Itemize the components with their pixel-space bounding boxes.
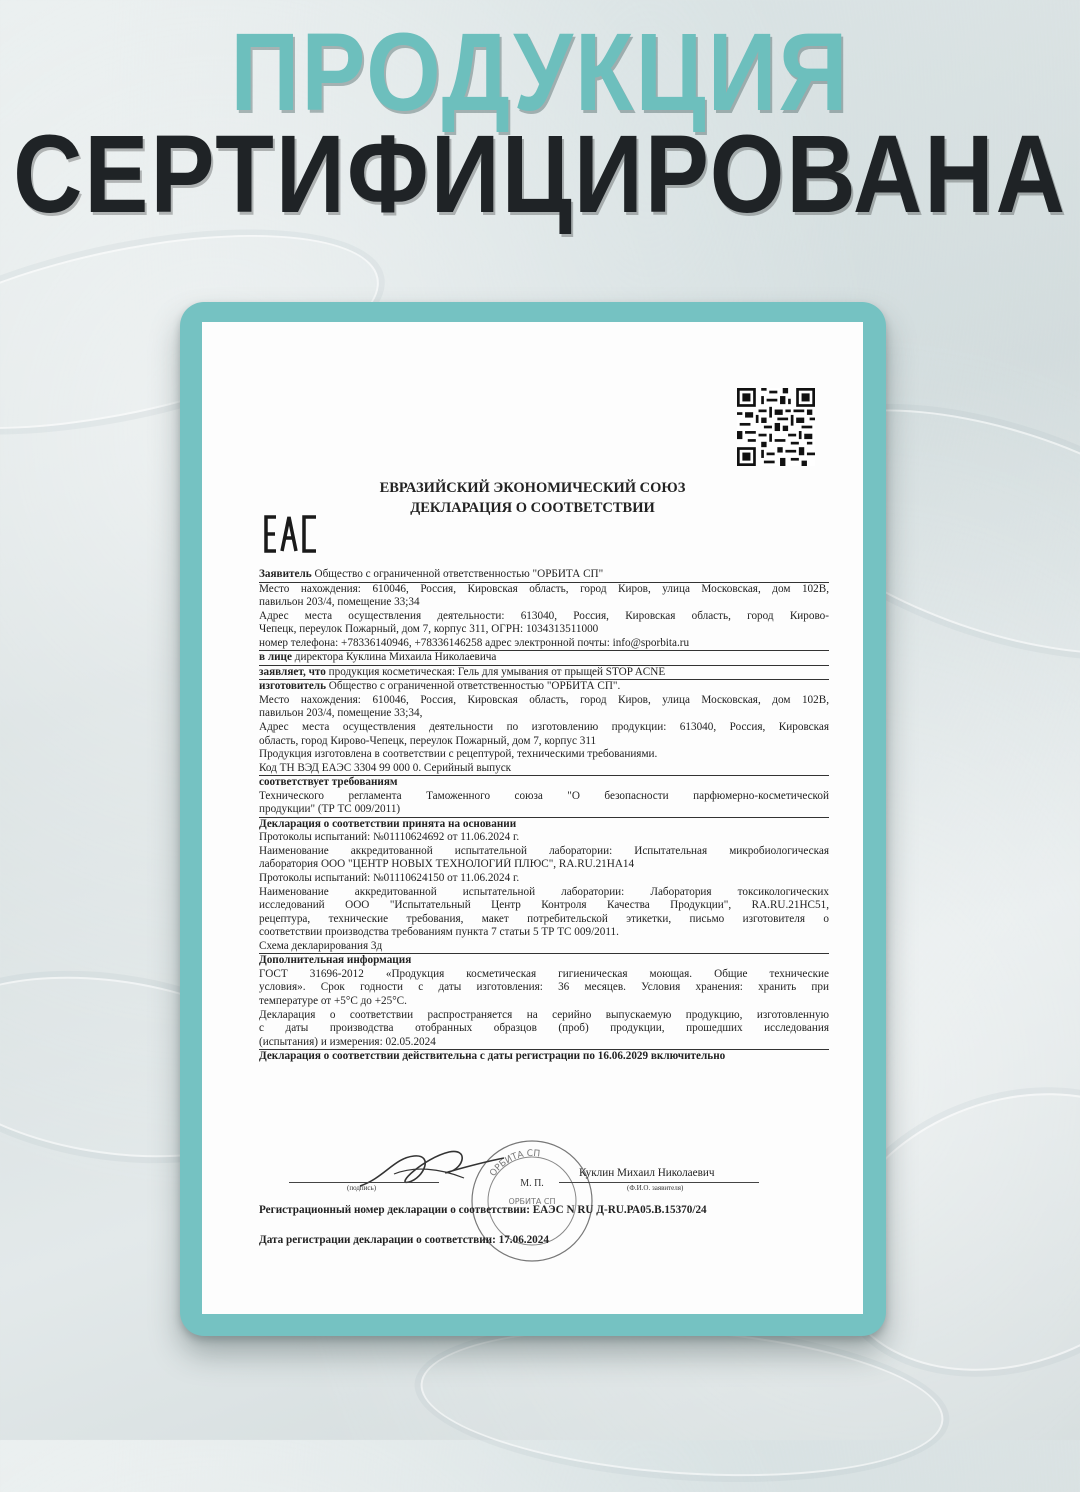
qr-code-icon — [737, 388, 815, 466]
signature-line — [289, 1182, 439, 1183]
declaration-line-text: условия». Срок годности с даты изготовления: 36 месяцев. Условия хранения: хранить при — [259, 981, 829, 994]
document-title: ДЕКЛАРАЦИЯ О СООТВЕТСТВИИ — [410, 500, 655, 516]
declaration-line — [259, 596, 829, 610]
declaration-line-text: Общество с ограниченной ответственностью "ОРБИТА СП" — [311, 568, 604, 580]
declaration-line-text: область, город Кирово-Чепецк, переулок Пожарный, дом 7, корпус 311 — [259, 734, 597, 747]
stamp-mp-label: М. П. — [520, 1178, 544, 1189]
declaration-line-text: Место нахождения: 610046, Россия, Кировская область, город Киров, улица Московская, дом 102В, — [259, 693, 829, 706]
declaration-line-label: изготовитель — [259, 680, 326, 693]
declaration-line — [259, 886, 829, 900]
declaration-line — [259, 748, 829, 762]
declaration-line-label: Декларация о соответствии принята на основании — [259, 817, 517, 830]
declaration-line-label: Декларация о соответствии действительна с даты регистрации по 16.06.2029 включительно — [259, 1050, 726, 1063]
declaration-line-text: продукция косметическая: Гель для умывания от прыщей STOP ACNE — [325, 665, 666, 678]
declaration-line — [259, 872, 829, 886]
declaration-line — [259, 762, 829, 777]
declaration-document — [202, 322, 863, 1314]
declaration-line-text: Наименование аккредитованной испытательной лаборатории: Испытательная микробиологическая — [259, 844, 829, 857]
declaration-line-text: Код ТН ВЭД ЕАЭС 3304 99 000 0. Серийный выпуск — [259, 761, 512, 774]
declaration-line — [259, 831, 829, 845]
declaration-line — [259, 845, 829, 859]
declaration-line-label: в лице — [259, 651, 292, 664]
declaration-line-label: Заявитель — [259, 568, 312, 580]
declaration-line-label: соответствует требованиям — [259, 776, 398, 789]
declaration-line — [259, 926, 829, 940]
declaration-line — [259, 610, 829, 624]
declaration-line — [259, 940, 829, 955]
handwritten-signature — [354, 1138, 514, 1198]
declaration-line-text: Протоколы испытаний: №01110624692 от 11.06.2024 г. — [259, 831, 520, 844]
declaration-line — [259, 954, 829, 968]
headline-line-1: ПРОДУКЦИЯ — [230, 10, 850, 134]
signature-block — [259, 1136, 829, 1286]
declaration-line-text: павильон 203/4, помещение 33;34, — [259, 707, 423, 720]
declaration-line — [259, 680, 829, 694]
declaration-line-text: Декларация о соответствии распространяется на серийно выпускаемую продукцию, изготовленную — [259, 1008, 829, 1021]
registration-number: Регистрационный номер декларации о соответствии: ЕАЭС N RU Д-RU.РА05.В.15370/24 — [259, 1204, 707, 1216]
declaration-line-text: номер телефона: +78336140946, +78336146258 адрес электронной почты: info@sporbita.ru — [259, 636, 690, 649]
declaration-line-text: Продукция изготовлена в соответствии с рецептурой, техническими требованиями. — [259, 748, 658, 761]
declaration-line — [259, 637, 829, 652]
declaration-line-text: рецептура, технические требования, макет потребительской этикетки, письмо изготовителя о — [259, 912, 829, 925]
declaration-line-text: температуре от +5°С до +25°С. — [259, 994, 407, 1007]
declaration-line-text: (испытания) и измерения: 02.05.2024 — [259, 1035, 436, 1048]
stamp-center-text: ОРБИТА СП — [508, 1197, 556, 1206]
declaration-line — [259, 666, 829, 681]
declaration-line-text: Место нахождения: 610046, Россия, Кировская область, город Киров, улица Московская, дом 102В, — [259, 582, 829, 595]
declaration-line — [259, 623, 829, 637]
declaration-line-text: Чепецк, переулок Пожарный, дом 7, корпус 311, ОГРН: 1034313511000 — [259, 623, 599, 636]
declaration-line — [259, 1009, 829, 1023]
declaration-line — [259, 981, 829, 995]
declaration-line — [259, 858, 829, 872]
declaration-line-text: Наименование аккредитованной испытательной лаборатории: Лаборатория токсикологических — [259, 885, 829, 898]
declaration-line-text: Протоколы испытаний: №01110624150 от 11.06.2024 г. — [259, 872, 520, 885]
declaration-line — [259, 790, 829, 804]
declaration-line-text: директора Куклина Михаила Николаевича — [291, 651, 497, 664]
declaration-line-text: Схема декларирования 3д — [259, 939, 383, 952]
declaration-line — [259, 1050, 829, 1064]
declaration-text — [259, 568, 829, 1064]
declaration-line-text: исследований ООО "Испытательный Центр Контроля Качества Продукции", RA.RU.21НС51, — [259, 899, 829, 912]
eac-mark-icon — [262, 514, 320, 554]
declaration-line — [259, 721, 829, 735]
signature-caption: (подпись) — [347, 1184, 377, 1192]
declaration-line — [259, 995, 829, 1009]
declaration-line-label: заявляет, что — [259, 665, 326, 678]
declaration-line-text: Технического регламента Таможенного союза "О безопасности парфюмерно-косметической — [259, 789, 829, 802]
declaration-line — [259, 651, 829, 666]
declaration-line-label: Дополнительная информация — [259, 954, 412, 967]
declaration-line — [259, 968, 829, 982]
signer-line — [559, 1182, 759, 1183]
declaration-line-text: ГОСТ 31696-2012 «Продукция косметическая гигиеническая моющая. Общие технические — [259, 967, 829, 980]
headline-line-2: СЕРТИФИЦИРОВАНА — [13, 112, 1067, 236]
declaration-line-text: Адрес места осуществления деятельности: 613040, Россия, Кировская область, город Кирово- — [259, 609, 829, 622]
water-ripple — [416, 1312, 949, 1492]
declaration-line — [259, 1036, 829, 1051]
declaration-line-text: соответствии производства требованиям пункта 7 статьи 5 ТР ТС 009/2011. — [259, 926, 619, 939]
document-union: ЕВРАЗИЙСКИЙ ЭКОНОМИЧЕСКИЙ СОЮЗ — [379, 480, 686, 496]
signer-name: Куклин Михаил Николаевич — [579, 1167, 715, 1179]
declaration-line-text: продукции" (ТР ТС 009/2011) — [259, 803, 401, 816]
declaration-line — [259, 803, 829, 818]
stamp-ring-text: ОРБИТА СП — [488, 1148, 541, 1179]
declaration-line — [259, 707, 829, 721]
declaration-line — [259, 899, 829, 913]
declaration-line — [259, 568, 829, 583]
declaration-line-text: Адрес места осуществления деятельности по изготовлению продукции: 613040, Россия, Кировская — [259, 721, 829, 734]
declaration-line — [259, 1022, 829, 1036]
declaration-line — [259, 583, 829, 597]
declaration-line — [259, 776, 829, 790]
declaration-line — [259, 818, 829, 832]
declaration-line — [259, 913, 829, 927]
declaration-line — [259, 735, 829, 749]
declaration-line-text: павильон 203/4, помещение 33;34 — [259, 596, 420, 609]
declaration-line-text: лаборатория ООО "ЦЕНТР НОВЫХ ТЕХНОЛОГИЙ ПЛЮС", RA.RU.21НА14 — [259, 858, 635, 871]
declaration-line — [259, 694, 829, 708]
declaration-line-text: с даты производства отобранных образцов (проб) продукции, прошедших исследования — [259, 1022, 829, 1035]
declaration-line-text: Общество с ограниченной ответственностью "ОРБИТА СП". — [326, 680, 621, 693]
signer-caption: (Ф.И.О. заявителя) — [627, 1184, 684, 1192]
registration-date: Дата регистрации декларации о соответствии: 17.06.2024 — [259, 1234, 549, 1246]
